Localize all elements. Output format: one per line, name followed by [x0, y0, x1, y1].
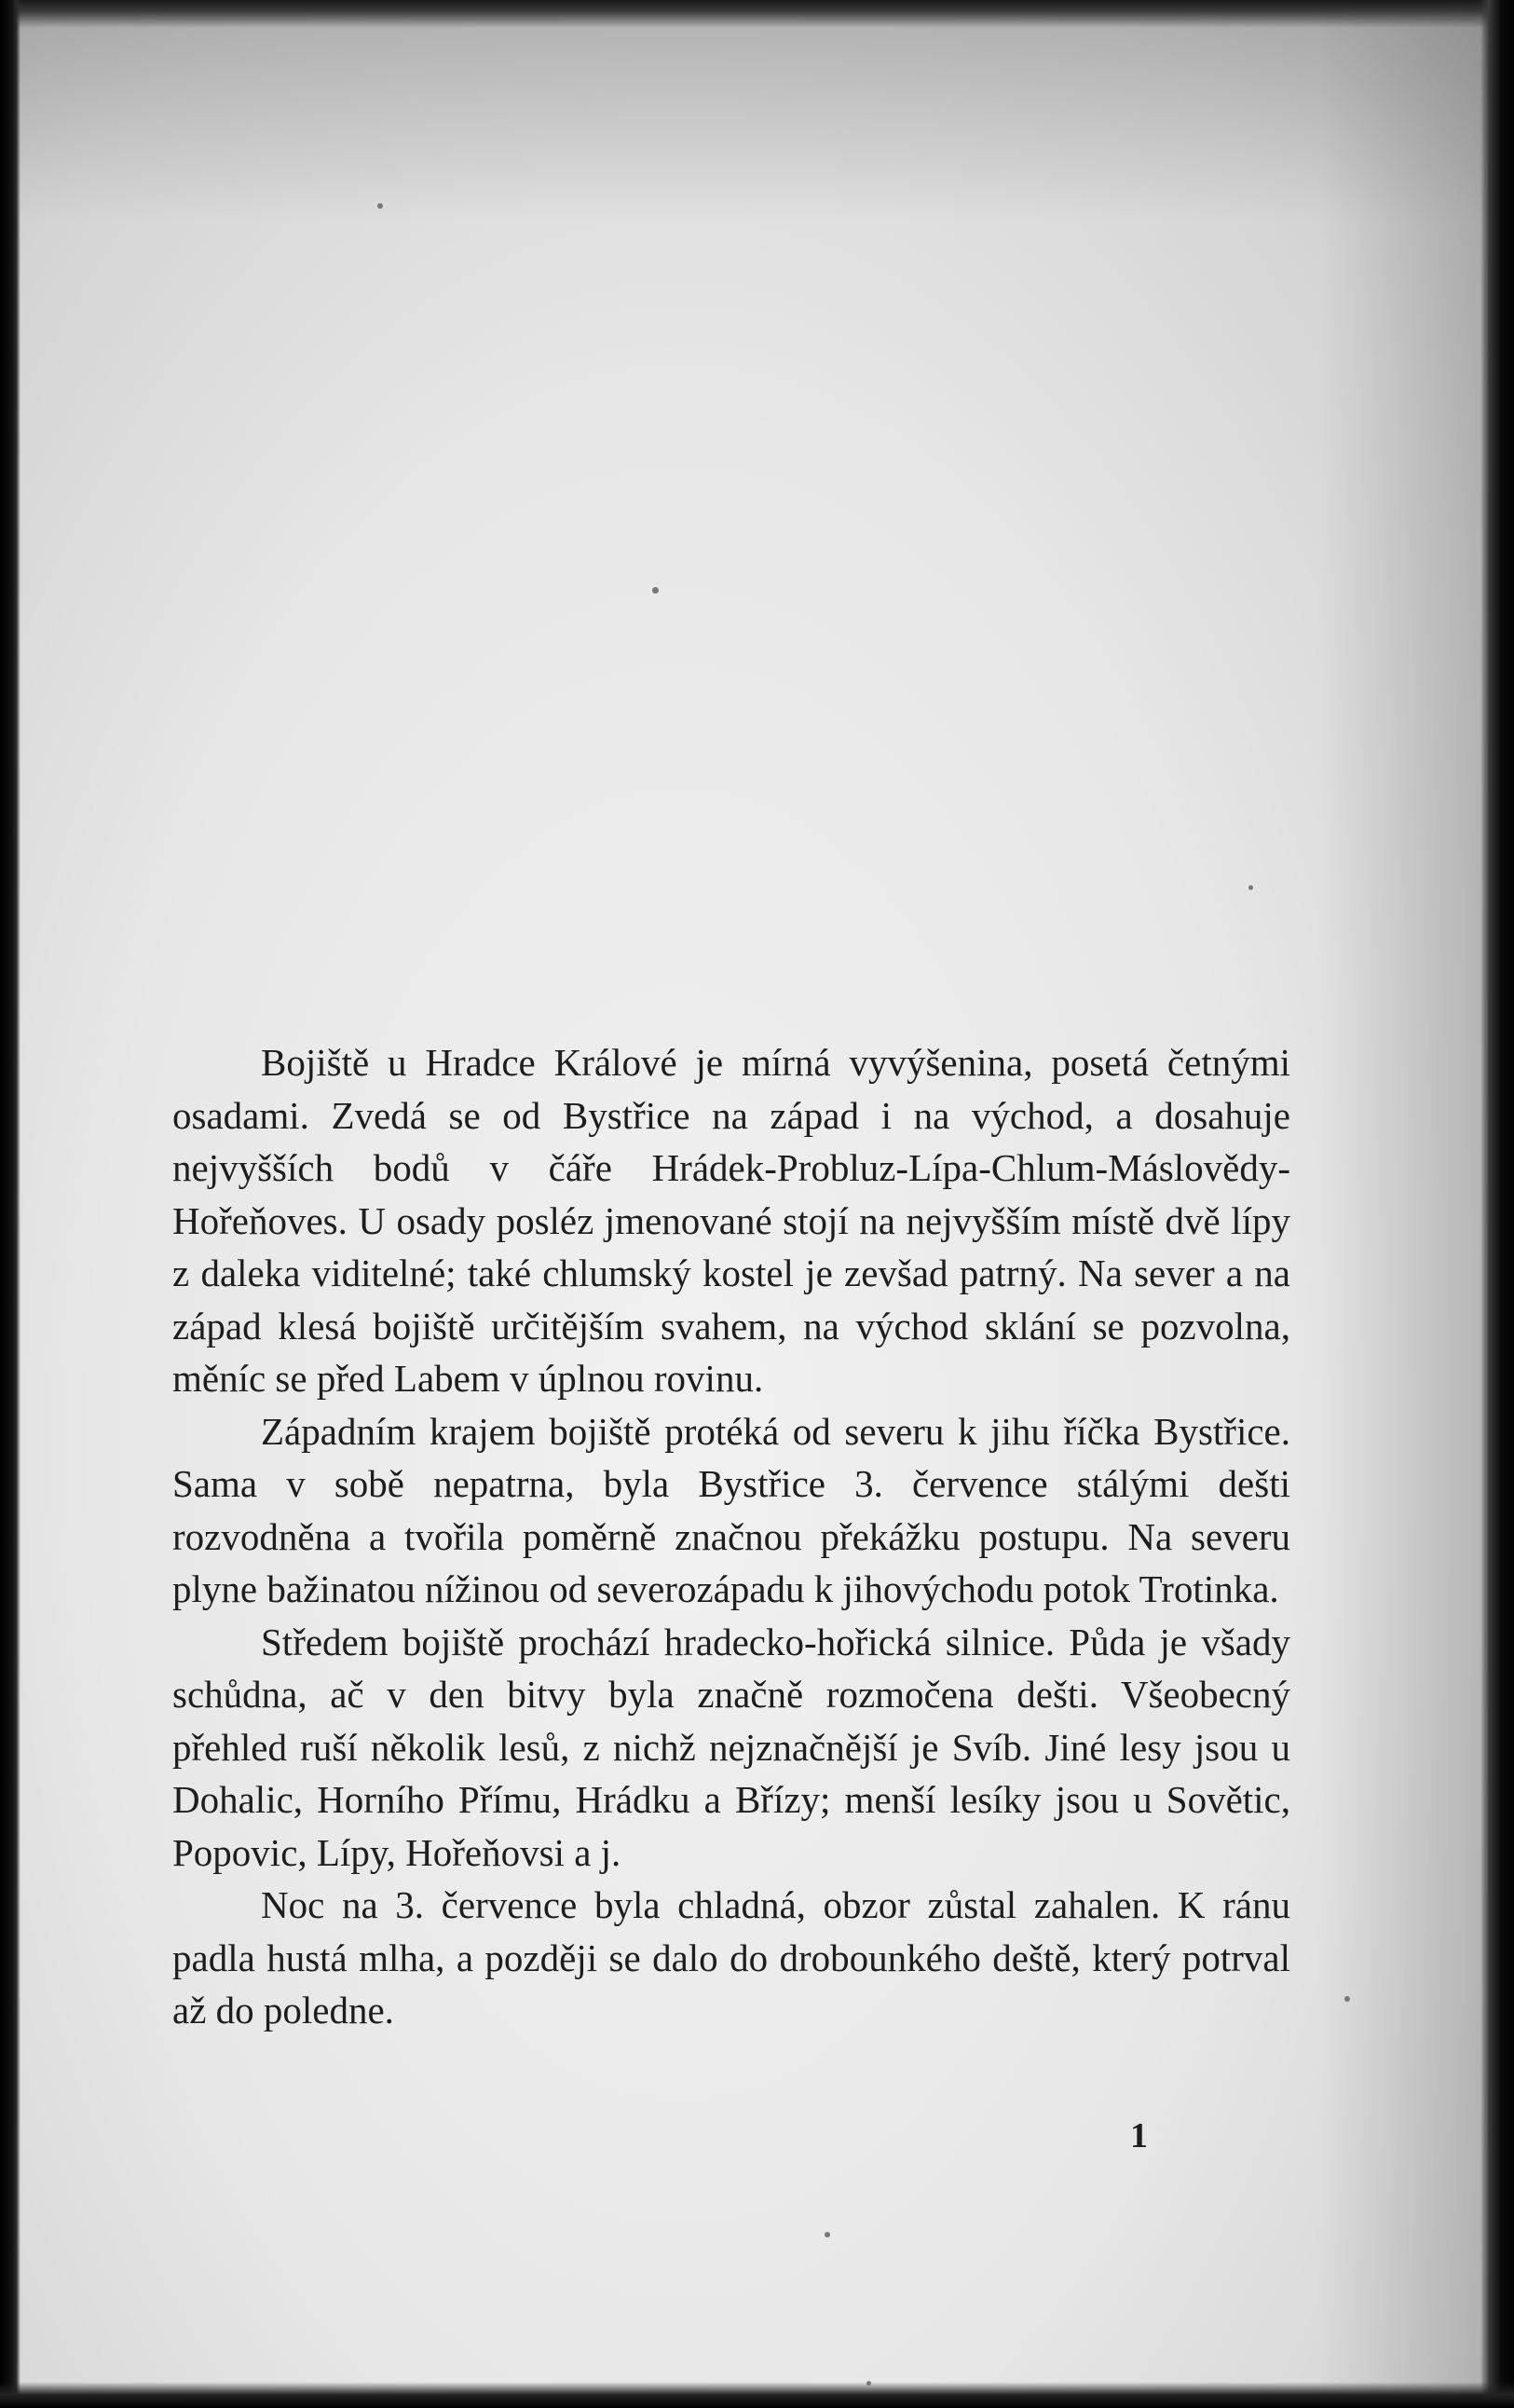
paper-shading-top [0, 0, 1514, 224]
paper-speck [825, 2232, 830, 2237]
paragraph: Středem bojiště prochází hradecko-hořická silnice. Půda je všady schůdna, ač v den bitvy byla značně rozmočena dešti. Všeobecný přehled ruší několik lesů, z nichž nejznačnější je Svíb. Jiné lesy jsou u Dohalic, Horního Přímu, Hrádku a Břízy; menší lesíky jsou u Sovětic, Popovic, Lípy, Hořeňovsi a j. [172, 1620, 1290, 1874]
paper-speck [866, 2381, 871, 2386]
body-text [172, 1036, 1290, 2037]
scan-edge-top [0, 0, 1514, 28]
scan-edge-bottom [0, 2382, 1514, 2408]
paper-speck [1344, 1996, 1350, 2002]
paper-speck [377, 203, 383, 209]
paper-speck [652, 587, 659, 594]
page-number: 1 [1130, 2116, 1148, 2155]
scan-edge-right [1480, 0, 1514, 2408]
paper-speck [1248, 885, 1253, 890]
paragraph: Západním krajem bojiště protéká od severu k jihu říčka Bystřice. Sama v sobě nepatrna, byla Bystřice 3. července stálými dešti rozvodněna a tvořila poměrně značnou překážku postupu. Na severu plyne bažinatou nížinou od severozápadu k jihovýchodu potok Trotinka. [172, 1409, 1290, 1610]
paragraph: Bojiště u Hradce Králové je mírná vyvýšenina, posetá četnými osadami. Zvedá se od Bystřice na západ i na východ, a dosahuje nejvyšších bodů v čáře Hrádek-Probluz-Lípa-Chlum-Máslovědy-Hořeňoves. U osady posléz jmenované stojí na nejvyšším místě dvě lípy z daleka viditelné; také chlumský kostel je zevšad patrný. Na sever a na západ klesá bojiště určitějším svahem, na východ sklání se pozvolna, měníc se před Labem v úplnou rovinu. [172, 1041, 1290, 1400]
paper-shading-right [1318, 0, 1486, 2408]
paragraph: Noc na 3. července byla chladná, obzor zůstal zahalen. K ránu padla hustá mlha, a později se dalo do drobounkého deště, který potrval až do poledne. [172, 1883, 1290, 2032]
scan-edge-left [0, 0, 20, 2408]
